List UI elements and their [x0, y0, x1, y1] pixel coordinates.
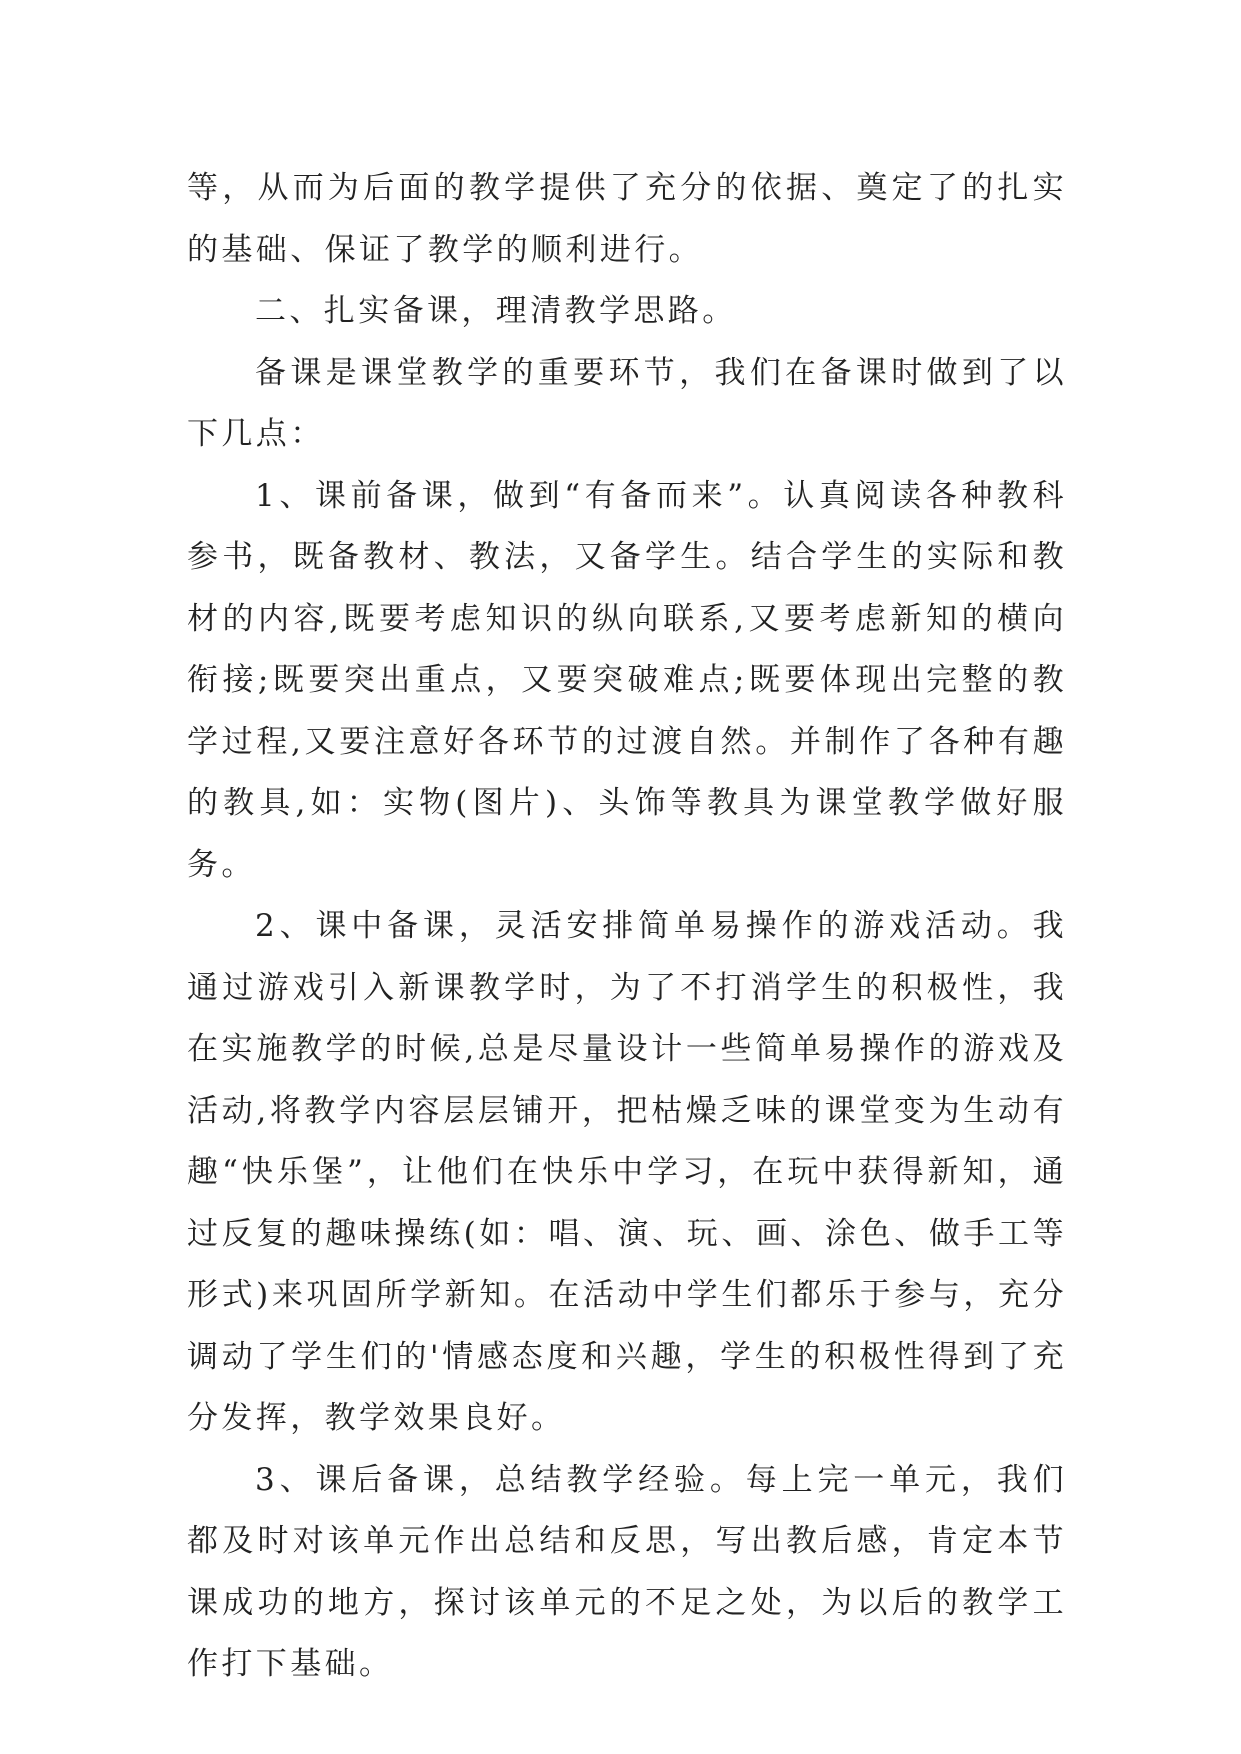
section-heading-preparation: 二、扎实备课，理清教学思路。 [255, 293, 737, 329]
document-body [187, 158, 1067, 1696]
paragraph-continuation: 等，从而为后面的教学提供了充分的依据、奠定了的扎实的基础、保证了教学的顺利进行。 [187, 170, 1067, 268]
paragraph-intro: 备课是课堂教学的重要环节，我们在备课时做到了以下几点： [187, 354, 1067, 452]
paragraph-item-3: 3、课后备课，总结教学经验。每上完一单元，我们都及时对该单元作出总结和反思，写出教后感，肯定本节课成功的地方，探讨该单元的不足之处，为以后的教学工作打下基础。 [187, 1461, 1067, 1682]
paragraph-item-2: 2、课中备课，灵活安排简单易操作的游戏活动。我通过游戏引入新课教学时，为了不打消学生的积极性，我在实施教学的时候,总是尽量设计一些简单易操作的游戏及活动,将教学内容层层铺开，把枯燥乏味的课堂变为生动有趣“快乐堡”，让他们在快乐中学习，在玩中获得新知，通过反复的趣味操练(如：唱、演、玩、画、涂色、做手工等形式)来巩固所学新知。在活动中学生们都乐于参与，充分调动了学生们的'情感态度和兴趣，学生的积极性得到了充分发挥，教学效果良好。 [187, 908, 1067, 1436]
paragraph-item-1: 1、课前备课，做到“有备而来”。认真阅读各种教科参书，既备教材、教法，又备学生。结合学生的实际和教材的内容,既要考虑知识的纵向联系,又要考虑新知的横向衔接;既要突出重点，又要突破难点;既要体现出完整的教学过程,又要注意好各环节的过渡自然。并制作了各种有趣的教具,如：实物(图片)、头饰等教具为课堂教学做好服务。 [187, 477, 1067, 883]
